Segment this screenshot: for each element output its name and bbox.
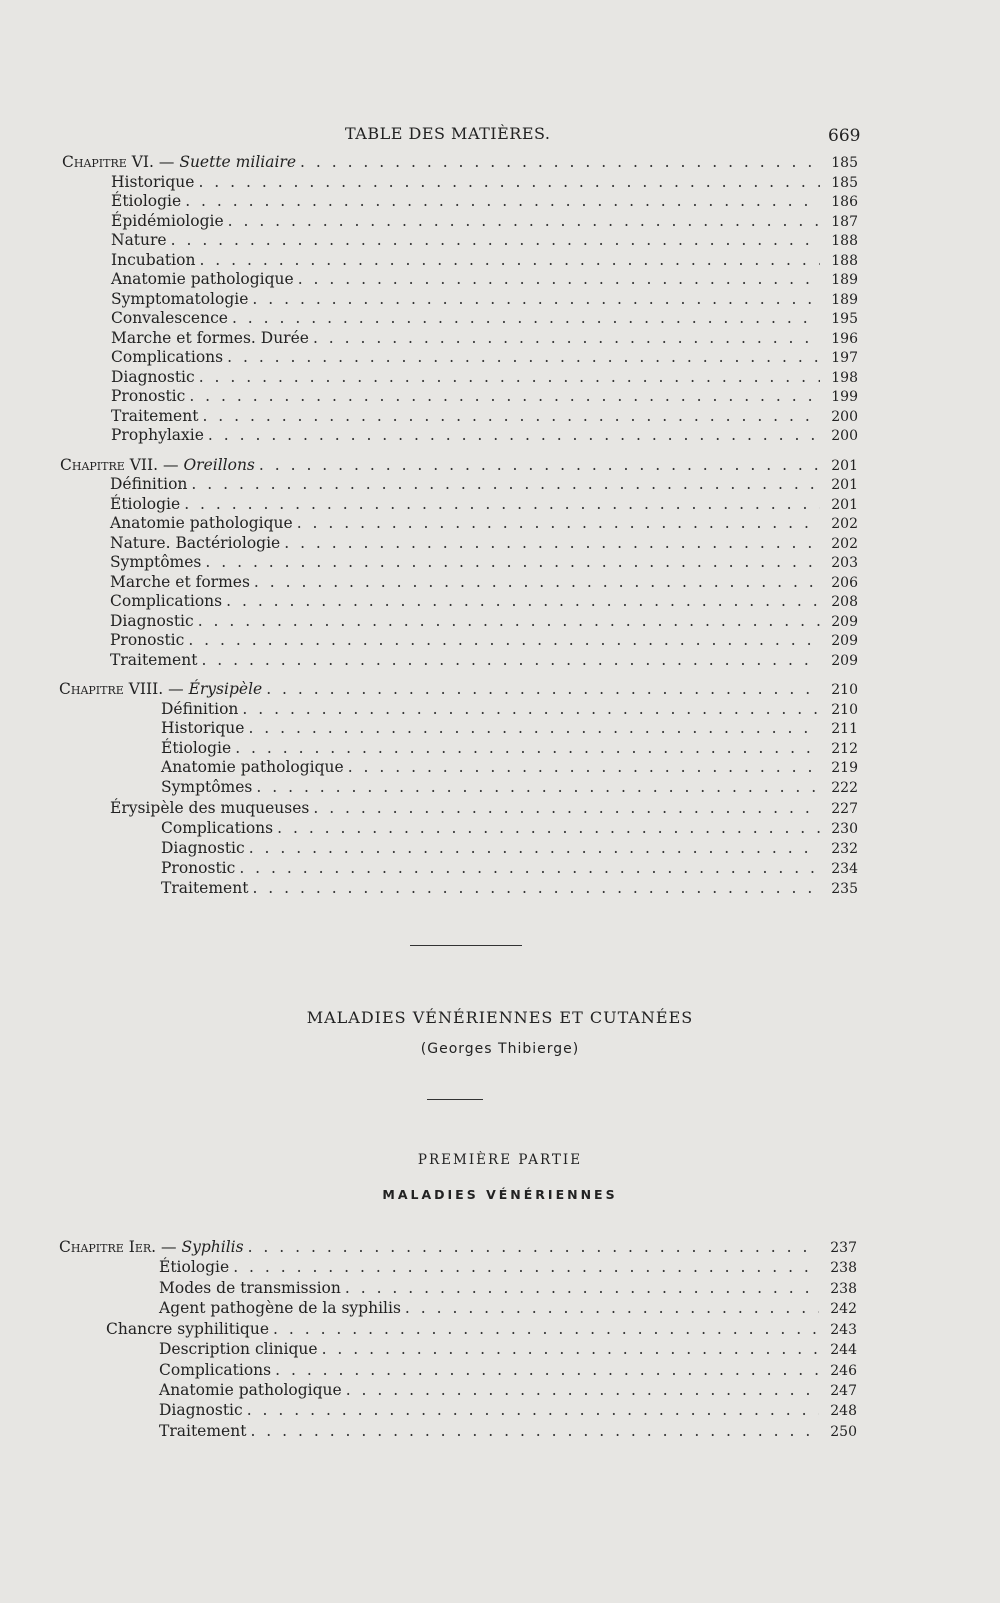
toc-chapter-entry xyxy=(59,1237,857,1257)
leader-dots xyxy=(226,591,820,611)
entry-page: 200 xyxy=(831,409,858,425)
entry-page: 202 xyxy=(831,536,858,552)
leader-dots xyxy=(284,533,820,553)
entry-label: Modes de transmission xyxy=(159,1279,341,1297)
entry-label: Diagnostic xyxy=(161,839,245,857)
toc-entry xyxy=(111,347,858,367)
entry-page: 188 xyxy=(831,253,858,269)
toc-entry xyxy=(111,211,858,231)
entry-page: 189 xyxy=(831,292,858,308)
toc-entry xyxy=(161,878,858,898)
chapter-title: Syphilis xyxy=(181,1238,244,1256)
leader-dots xyxy=(254,572,820,592)
entry-page: 201 xyxy=(831,477,858,493)
entry-page: 199 xyxy=(831,389,858,405)
entry-label: Étiologie xyxy=(111,192,182,210)
entry-page: 250 xyxy=(830,1424,857,1440)
toc-entry xyxy=(161,838,858,858)
entry-label: Étiologie xyxy=(110,495,181,513)
toc-entry xyxy=(111,230,858,250)
author-divider xyxy=(427,1099,483,1100)
toc-entry xyxy=(110,494,858,514)
entry-page: 247 xyxy=(830,1383,857,1399)
toc-entry xyxy=(110,552,858,572)
entry-label: Marche et formes. Durée xyxy=(111,329,309,347)
toc-entry xyxy=(110,591,858,611)
entry-page: 195 xyxy=(831,311,858,327)
entry-page: 244 xyxy=(830,1342,857,1358)
toc-entry xyxy=(159,1298,857,1318)
chapter-number: Chapitre VIII. xyxy=(59,680,164,698)
leader-dots xyxy=(228,211,820,231)
entry-label: Description clinique xyxy=(159,1340,318,1358)
entry-label: Historique xyxy=(161,719,245,737)
entry-page: 209 xyxy=(831,633,858,649)
entry-label: Anatomie pathologique xyxy=(111,270,294,288)
entry-page: 230 xyxy=(831,821,858,837)
entry-page: 185 xyxy=(831,155,858,171)
entry-label: Symptomatologie xyxy=(111,290,249,308)
leader-dots xyxy=(248,718,820,738)
entry-page: 246 xyxy=(830,1363,857,1379)
entry-label: Nature xyxy=(111,231,167,249)
entry-label: Nature. Bactériologie xyxy=(110,534,281,552)
toc-entry xyxy=(161,718,858,738)
toc-entry xyxy=(159,1400,857,1420)
leader-dots xyxy=(248,1237,819,1257)
entry-label: Traitement xyxy=(111,407,199,425)
toc-entry xyxy=(111,191,858,211)
leader-dots xyxy=(199,367,820,387)
chapter-title: Suette miliaire xyxy=(179,153,297,171)
entry-page: 209 xyxy=(831,653,858,669)
leader-dots xyxy=(266,679,820,699)
leader-dots xyxy=(250,1421,819,1441)
part-title: PREMIÈRE PARTIE xyxy=(417,1152,583,1168)
entry-page: 243 xyxy=(830,1322,857,1338)
leader-dots xyxy=(247,1400,819,1420)
entry-label: Pronostic xyxy=(110,631,185,649)
entry-page: 187 xyxy=(831,214,858,230)
leader-dots xyxy=(277,818,820,838)
leader-dots xyxy=(232,308,820,328)
leader-dots xyxy=(297,513,820,533)
leader-dots xyxy=(198,172,820,192)
dash: — xyxy=(163,680,189,698)
toc-entry xyxy=(110,533,858,553)
toc-entry xyxy=(111,328,858,348)
toc-entry xyxy=(159,1257,857,1277)
entry-label: Historique xyxy=(111,173,195,191)
entry-label: Prophylaxie xyxy=(111,426,204,444)
entry-page: 197 xyxy=(831,350,858,366)
toc-entry xyxy=(110,513,858,533)
toc-entry xyxy=(111,250,858,270)
entry-page: 201 xyxy=(831,458,858,474)
leader-dots xyxy=(313,328,820,348)
entry-label: Épidémiologie xyxy=(111,212,224,230)
chapter-number: Chapitre Ier. xyxy=(59,1238,157,1256)
entry-label: Définition xyxy=(161,700,239,718)
dash: — xyxy=(153,153,180,171)
leader-dots xyxy=(239,858,820,878)
entry-label: Complications xyxy=(159,1361,272,1379)
dash: — xyxy=(156,1238,182,1256)
toc-entry xyxy=(110,611,858,631)
entry-page: 235 xyxy=(831,881,858,897)
entry-page: 189 xyxy=(831,272,858,288)
entry-page: 188 xyxy=(831,233,858,249)
section-author: (Georges Thibierge) xyxy=(420,1041,580,1057)
entry-label: Érysipèle des muqueuses xyxy=(110,799,310,817)
leader-dots xyxy=(199,250,820,270)
entry-page: 222 xyxy=(831,780,858,796)
entry-label: Anatomie pathologique xyxy=(159,1381,342,1399)
leader-dots xyxy=(227,347,820,367)
entry-label: Traitement xyxy=(110,651,198,669)
leader-dots xyxy=(208,425,820,445)
chapter-number: Chapitre VI. xyxy=(62,153,154,171)
entry-label: Incubation xyxy=(111,251,196,269)
entry-label: Complications xyxy=(110,592,223,610)
page-number: 669 xyxy=(828,126,861,146)
entry-page: 219 xyxy=(831,760,858,776)
leader-dots xyxy=(198,611,820,631)
chapter-title: Oreillons xyxy=(183,456,255,474)
running-title: TABLE DES MATIÈRES. xyxy=(345,124,551,143)
entry-label: Symptômes xyxy=(161,778,253,796)
leader-dots xyxy=(346,1380,819,1400)
part-subtitle: MALADIES VÉNÉRIENNES xyxy=(382,1187,618,1202)
entry-label: Étiologie xyxy=(159,1258,230,1276)
entry-page: 227 xyxy=(831,801,858,817)
toc-entry xyxy=(111,367,858,387)
toc-entry xyxy=(106,1319,857,1339)
entry-page: 209 xyxy=(831,614,858,630)
entry-label: Diagnostic xyxy=(111,368,195,386)
leader-dots xyxy=(405,1298,819,1318)
toc-entry xyxy=(159,1380,857,1400)
leader-dots xyxy=(298,269,820,289)
leader-dots xyxy=(252,289,820,309)
leader-dots xyxy=(171,230,820,250)
leader-dots xyxy=(185,191,820,211)
toc-chapter-entry xyxy=(60,455,858,475)
leader-dots xyxy=(275,1360,819,1380)
chapter-title: Érysipèle xyxy=(188,680,263,698)
entry-label: Diagnostic xyxy=(110,612,194,630)
toc-entry xyxy=(111,386,858,406)
entry-label: Étiologie xyxy=(161,739,232,757)
entry-page: 200 xyxy=(831,428,858,444)
running-head xyxy=(0,124,1000,148)
leader-dots xyxy=(242,699,820,719)
leader-dots xyxy=(322,1339,819,1359)
entry-label: Agent pathogène de la syphilis xyxy=(159,1299,401,1317)
toc-entry xyxy=(161,777,858,797)
toc-entry xyxy=(111,308,858,328)
toc-entry xyxy=(159,1278,857,1298)
entry-page: 238 xyxy=(830,1281,857,1297)
entry-label: Marche et formes xyxy=(110,573,250,591)
leader-dots xyxy=(191,474,820,494)
toc-entry xyxy=(159,1360,857,1380)
leader-dots xyxy=(273,1319,819,1339)
entry-page: 196 xyxy=(831,331,858,347)
entry-page: 212 xyxy=(831,741,858,757)
leader-dots xyxy=(348,757,820,777)
toc-entry xyxy=(161,699,858,719)
entry-label: Symptômes xyxy=(110,553,202,571)
leader-dots xyxy=(201,650,820,670)
entry-page: 201 xyxy=(831,497,858,513)
leader-dots xyxy=(300,152,820,172)
entry-page: 242 xyxy=(830,1301,857,1317)
entry-page: 248 xyxy=(830,1403,857,1419)
section-divider xyxy=(410,945,522,946)
leader-dots xyxy=(235,738,820,758)
entry-label: Complications xyxy=(111,348,224,366)
entry-page: 211 xyxy=(831,721,858,737)
entry-label: Traitement xyxy=(159,1422,247,1440)
entry-label: Chancre syphilitique xyxy=(106,1320,270,1338)
entry-label: Convalescence xyxy=(111,309,228,327)
toc-entry xyxy=(111,172,858,192)
leader-dots xyxy=(189,386,820,406)
leader-dots xyxy=(252,878,820,898)
toc-chapter-entry xyxy=(59,679,858,699)
toc-entry xyxy=(111,425,858,445)
leader-dots xyxy=(256,777,820,797)
entry-label: Pronostic xyxy=(111,387,186,405)
leader-dots xyxy=(184,494,820,514)
leader-dots xyxy=(202,406,820,426)
toc-entry xyxy=(111,289,858,309)
entry-page: 202 xyxy=(831,516,858,532)
toc-entry xyxy=(110,798,858,818)
dash: — xyxy=(158,456,184,474)
toc-entry xyxy=(110,572,858,592)
entry-page: 237 xyxy=(830,1240,857,1256)
toc-entry xyxy=(110,474,858,494)
entry-label: Anatomie pathologique xyxy=(161,758,344,776)
entry-label: Définition xyxy=(110,475,188,493)
leader-dots xyxy=(249,838,820,858)
entry-page: 185 xyxy=(831,175,858,191)
entry-label: Complications xyxy=(161,819,274,837)
entry-label: Pronostic xyxy=(161,859,236,877)
leader-dots xyxy=(188,630,820,650)
toc-entry xyxy=(110,650,858,670)
chapter-number: Chapitre VII. xyxy=(60,456,159,474)
toc-entry xyxy=(161,738,858,758)
entry-label: Anatomie pathologique xyxy=(110,514,293,532)
leader-dots xyxy=(233,1257,819,1277)
leader-dots xyxy=(259,455,820,475)
entry-page: 234 xyxy=(831,861,858,877)
entry-page: 198 xyxy=(831,370,858,386)
toc-entry xyxy=(159,1421,857,1441)
leader-dots xyxy=(345,1278,819,1298)
entry-label: Traitement xyxy=(161,879,249,897)
leader-dots xyxy=(313,798,820,818)
toc-entry xyxy=(159,1339,857,1359)
toc-entry xyxy=(111,269,858,289)
toc-entry xyxy=(110,630,858,650)
entry-page: 210 xyxy=(831,682,858,698)
toc-entry xyxy=(111,406,858,426)
entry-page: 238 xyxy=(830,1260,857,1276)
toc-entry xyxy=(161,858,858,878)
entry-page: 232 xyxy=(831,841,858,857)
entry-page: 210 xyxy=(831,702,858,718)
section-title: MALADIES VÉNÉRIENNES ET CUTANÉES xyxy=(306,1008,694,1027)
toc-chapter-entry xyxy=(62,152,858,172)
entry-page: 203 xyxy=(831,555,858,571)
entry-page: 186 xyxy=(831,194,858,210)
toc-entry xyxy=(161,757,858,777)
entry-page: 208 xyxy=(831,594,858,610)
leader-dots xyxy=(205,552,820,572)
entry-label: Diagnostic xyxy=(159,1401,243,1419)
toc-entry xyxy=(161,818,858,838)
entry-page: 206 xyxy=(831,575,858,591)
